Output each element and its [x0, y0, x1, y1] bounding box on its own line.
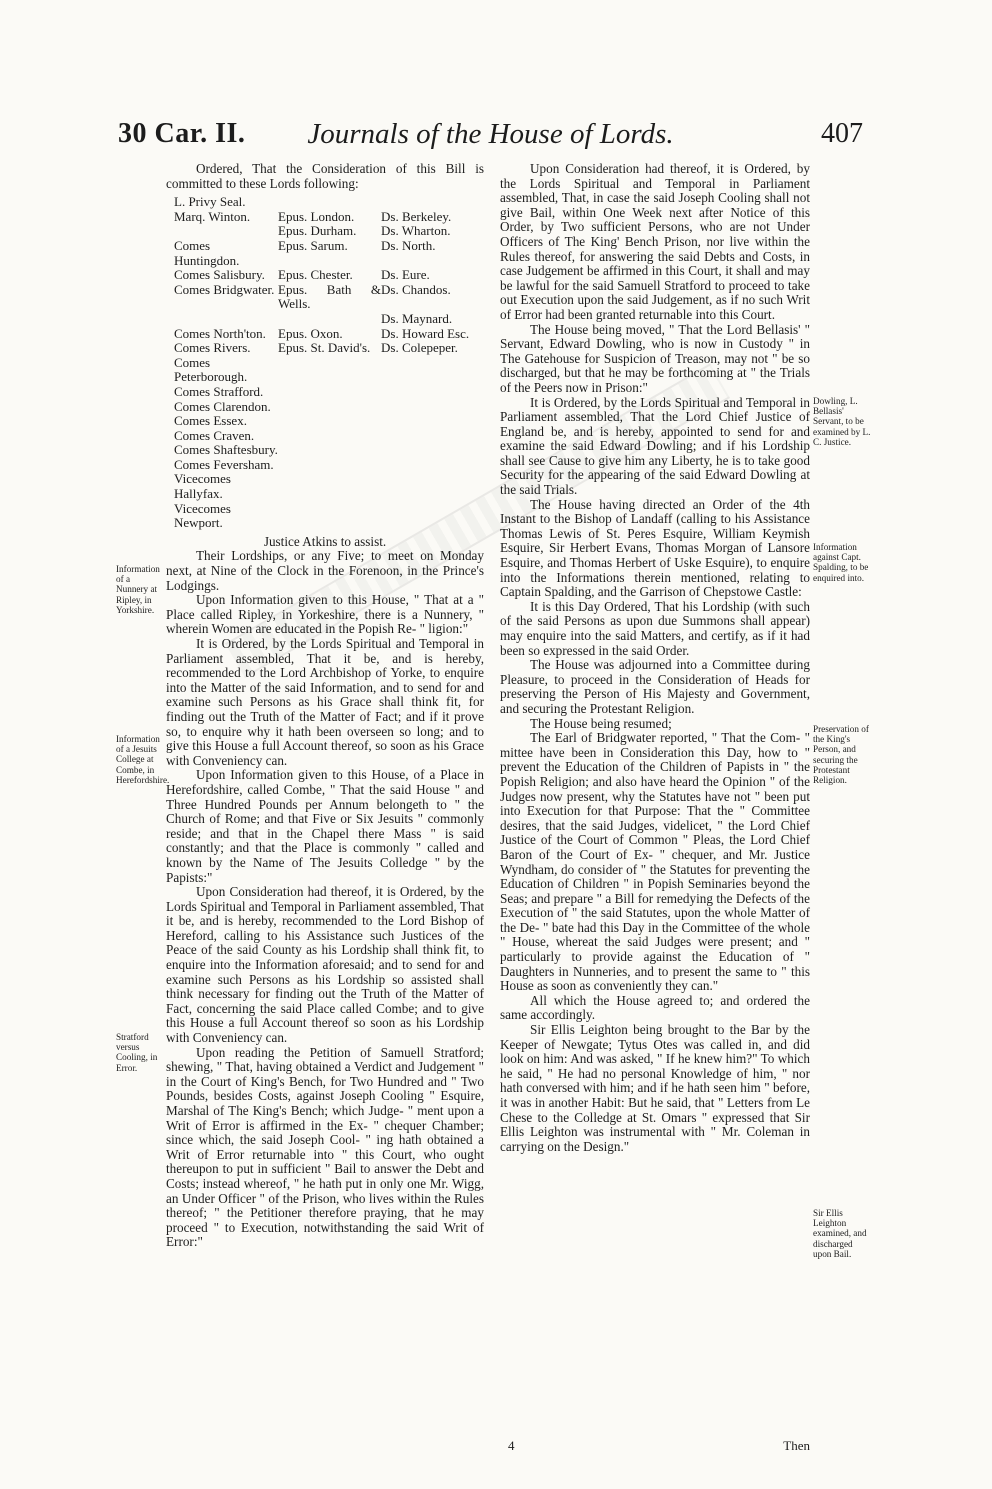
lord-name: Epus. Sarum.	[278, 237, 348, 253]
lord-name: Comes Essex.	[174, 413, 247, 429]
lord-name: Comes Bridgwater.	[174, 281, 275, 297]
lord-name	[381, 400, 481, 415]
lord-name: Vicecomes Hallyfax.	[174, 471, 231, 502]
lord-name	[278, 385, 381, 400]
committee-adjourned: The House was adjourned into a Committee during Pleasure, to proceed in the Consideration of Heads for preserving the Person of His Majesty and Government, and securing the Protestant Religion.	[500, 657, 810, 716]
lords-list-row	[174, 385, 484, 400]
lord-name	[381, 414, 481, 429]
lords-list-row	[174, 414, 484, 429]
running-header	[118, 118, 863, 158]
privy-seal: L. Privy Seal.	[174, 194, 246, 210]
lord-name: Comes Peterborough.	[174, 354, 248, 385]
lord-name	[381, 472, 481, 501]
lords-list-row	[174, 502, 484, 531]
margin-note-spalding: Information against Capt. Spalding, to be enquired into.	[813, 542, 869, 583]
lords-list-row	[174, 458, 484, 473]
lord-name: Vicecomes Newport.	[174, 500, 231, 531]
lord-name	[381, 356, 481, 385]
dowling-motion: The House being moved, " That the Lord Bellasis' " Servant, Edward Dowling, who is now in Custody " in The Gatehouse for Suspicion of Treason, may not " be so discharged, but that he may be forthcoming at " the Trials of the Peers now in Prison:"	[500, 321, 810, 395]
committee-lords-list	[174, 195, 484, 531]
lord-name: Epus. St. David's.	[278, 340, 371, 356]
lord-name	[381, 443, 481, 458]
lord-name: Ds. Howard Esc.	[381, 325, 470, 341]
lord-name	[278, 312, 381, 327]
lord-name	[278, 414, 381, 429]
bridgwater-report: The Earl of Bridgwater reported, " That the Com- " mittee have been in Consideration this Day, how to " prevent the Education of the Children of Papists in " the Popish Religion; and also have heard the Opinion " of the Judges now present, why the Statutes have not " been put into Execution for that Purpose: That the " Committee desires, that the said Judges, videlicet, " the Lord Chief Justice of the Court of Common " Pleas, the Lord Chief Baron of the Court of Ex- " chequer, and Mr. Justice Wyndham, do consider of " the Statutes for preventing the Education of Children " in Popish Seminaries beyond the Seas; and prepare " a Bill for remedying the Defects of the Execution of " the said Statutes, upon the whole Matter of the De- " bate had this Day in the Committee of the whole " House, whereat the said Judges were present; and " particularly to provide against the Education of " Daughters in Nunneries, and to present the same to " this House as soon as conveniently they can."	[500, 730, 810, 994]
cooling-order: Upon Consideration had thereof, it is Ordered, by the Lords Spiritual and Temporal in Parliament assembled, That, in case the said Joseph Cooling shall not give Bail, within One Week next after Notice of this Order, by Two sufficient Persons, who are not Under Officers of The King' Bench Prison, nor live within the Rules thereof, for answering the said Debts and Costs, in case Judgement be affirmed in this Court, it shall and may be lawful for the said Samuell Stratford to proceed to take out Execution upon the said Judgement, as if no such Writ of Error had been granted returnable into this Court.	[500, 161, 810, 322]
lord-name	[278, 472, 381, 501]
lord-name: Ds. Chandos.	[381, 281, 451, 297]
lords-list-row	[174, 472, 484, 501]
jesuits-order: Upon Consideration had thereof, it is Ordered, by the Lords Spiritual and Temporal in Parliament assembled, That it be, and is hereby, recommended to the Lord Bishop of Hereford, calling to his Assistance such Justices of the Peace of the said County as his Lordship shall think fit, to enquire into the Information aforesaid; and to send for and examine such Persons as his Lordship so assisted shall think necessary for finding out the Truth of the Matter of Fact, concerning the said Place called Combe; and to give this House a full Account thereof so soon as his Lordship with Conveniency can.	[166, 884, 484, 1046]
lord-name: Comes Feversham.	[174, 456, 274, 472]
lord-name: Ds. North.	[381, 237, 436, 253]
jesuits-information: Upon Information given to this House, of a Place in Herefordshire, called Combe, " That the said House " and Three Hundred Pounds per Annum belongeth to " the Church of Rome; and that Five or Six Jesuits " commonly reside; and that in the Chapel there Mass " is said constantly; and that the Place is commonly " called and known by the Name of The Jesuits Colledge " by the Papists:"	[166, 767, 484, 885]
margin-note-dowling: Dowling, L. Bellasis' Servant, to be examined by L. C. Justice.	[813, 396, 871, 447]
lord-name	[278, 458, 381, 473]
lord-name	[381, 429, 481, 444]
margin-note-jesuits: Information of a Jesuits College at Combe, in Herefordshire.	[116, 734, 170, 785]
margin-note-stratford: Stratford versus Cooling, in Error.	[116, 1032, 158, 1073]
lord-name	[174, 224, 278, 239]
ordered-committee-text: Ordered, That the Consideration of this Bill is committed to these Lords following:	[166, 161, 484, 191]
page-number: 407	[821, 118, 863, 149]
lords-list-row	[174, 443, 484, 458]
margin-note-preservation: Preservation of the King's Person, and securing the Protestant Religion.	[813, 724, 869, 786]
meeting-note: Their Lordships, or any Five; to meet on Monday next, at Nine of the Clock in the Forenoon, in the Prince's Lodgings.	[166, 548, 484, 593]
signature-mark: 4	[508, 1438, 515, 1453]
spalding-order: It is this Day Ordered, That his Lordship (with such of the said Persons as upon due Summons shall appear) may enquire into the said Matters, and certify, as if it had been so expressed in the said Order.	[500, 598, 810, 658]
lord-name: Ds. Berkeley.	[381, 208, 452, 224]
house-resumed: The House being resumed;	[530, 715, 672, 731]
lord-name	[381, 458, 481, 473]
lord-name: Epus. Chester.	[278, 267, 353, 283]
nunnery-order: It is Ordered, by the Lords Spiritual and Temporal in Parliament assembled, That it be, and is hereby, recommended to the Lord Archbishop of Yorke, to enquire into the Matter of the said Information, and to send for and examine such Persons as his Grace shall think fit, for finding out the Truth of the Matter of Fact; and if it prove so, to enquire why it hath been overseen so long; and to give this House a full Account thereof, so soon as his Grace with Conveniency can.	[166, 636, 484, 768]
lords-list-row	[174, 239, 484, 268]
lord-name: Comes Huntingdon.	[174, 237, 240, 268]
margin-note-nunnery: Information of a Nunnery at Ripley, in Yorkshire.	[116, 564, 160, 615]
lord-name	[381, 385, 481, 400]
lord-name	[278, 356, 381, 385]
lord-name	[278, 429, 381, 444]
lord-name: Ds. Wharton.	[381, 223, 451, 239]
lords-list-row	[174, 327, 484, 342]
lord-name: Marq. Winton.	[174, 208, 251, 224]
leighton-examination: Sir Ellis Leighton being brought to the Bar by the Keeper of Newgate; Tytus Otes was called in, and did look on him: And was asked, " If he knew him?" To which he said, " He had no personal Knowledge of him, " nor hath conversed with him; and if he hath seen him " before, it was in another Habit: But he said, that " Letters from Le Chese to the Colledge at St. Omars " expressed that Sir Ellis Leighton was instrumental with " Mr. Coleman in carrying on the Design."	[500, 1022, 810, 1154]
regnal-year: 30 Car. II.	[118, 118, 246, 149]
right-column	[500, 162, 810, 1154]
lord-name: Epus. Oxon.	[278, 325, 343, 341]
lords-list-row	[174, 356, 484, 385]
lord-name: Comes Strafford.	[174, 383, 264, 399]
lord-name: Comes North'ton.	[174, 325, 266, 341]
lord-name	[278, 443, 381, 458]
left-column	[166, 162, 484, 1250]
lord-name: Epus. London.	[278, 208, 355, 224]
lord-name	[278, 502, 381, 531]
lords-list-row	[174, 429, 484, 444]
journal-title: Journals of the House of Lords.	[307, 118, 674, 150]
lord-name: Epus. Bath & Wells.	[278, 281, 381, 312]
lord-name: Comes Rivers.	[174, 340, 251, 356]
lords-list-row	[174, 400, 484, 415]
lord-name: Comes Shaftesbury.	[174, 442, 278, 458]
justice-atkins: Justice Atkins to assist.	[263, 533, 387, 549]
lord-name	[174, 312, 278, 327]
lord-name: Comes Clarendon.	[174, 398, 271, 414]
lord-name	[278, 400, 381, 415]
margin-note-leighton: Sir Ellis Leighton examined, and discharged upon Bail.	[813, 1208, 867, 1259]
catchword: Then	[783, 1438, 810, 1453]
lord-name: Ds. Maynard.	[381, 310, 453, 326]
stratford-petition: Upon reading the Petition of Samuell Stratford; shewing, " That, having obtained a Verdict and Judgement " in the Court of King's Bench, for Two Hundred and " Two Pounds, besides Costs, against Joseph Cooling " Esquire, Marshal of The King's Bench; which Judge- " ment upon a Writ of Error is affirmed in the Ex- " chequer Chamber; since which, the said Joseph Cool- " ing hath obtained a Writ of Error returnable into " this Court, who ought thereupon to put in sufficient " Bail to answer the Debt and Costs; instead whereof, " he hath put in only one Mr. Wigg, an Under Officer " of the Prison, who lives within the Rules thereof; " the Petitioner therefore praying, that he may proceed " to Execution, notwithstanding the said Writ of Error:"	[166, 1044, 484, 1250]
house-agreed: All which the House agreed to; and ordered the same accordingly.	[500, 992, 810, 1023]
lords-list-row	[174, 210, 484, 225]
lord-name: Ds. Eure.	[381, 267, 430, 283]
lord-name: Comes Craven.	[174, 427, 255, 443]
lord-name: Epus. Durham.	[278, 223, 357, 239]
lords-list-row	[174, 341, 484, 356]
lords-list-row	[174, 268, 484, 283]
lords-list-row	[174, 224, 484, 239]
lord-name: Comes Salisbury.	[174, 267, 265, 283]
nunnery-information: Upon Information given to this House, " That at a " Place called Ripley, in Yorkeshire, there is a Nunnery, " wherein Women are educated in the Popish Re- " ligion:"	[166, 592, 484, 637]
lords-list-row	[174, 312, 484, 327]
lord-name	[381, 502, 481, 531]
dowling-order: It is Ordered, by the Lords Spiritual and Temporal in Parliament assembled, That the Lord Chief Justice of England be, and is hereby, appointed to send for and examine the said Edward Dowling; and if his Lordship shall see Cause to give him any Liberty, he is to take good Security for the appearing of the said Edward Dowling at the said Trials.	[500, 394, 810, 498]
lords-list-row	[174, 283, 484, 312]
spalding-direction: The House having directed an Order of the 4th Instant to the Bishop of Landaff (calling to his Assistance Thomas Lewis of St. Peres Esquire, William Keymish Esquire, Sir Herbert Evans, Thomas Morgan of Lansore Esquire, and Thomas Herbert of Uske Esquire), to enquire into the Informations therein mentioned, relating to Captain Spalding, and the Garrison of Chepstowe Castle:	[500, 496, 810, 600]
lord-name: Ds. Colepeper.	[381, 340, 458, 356]
